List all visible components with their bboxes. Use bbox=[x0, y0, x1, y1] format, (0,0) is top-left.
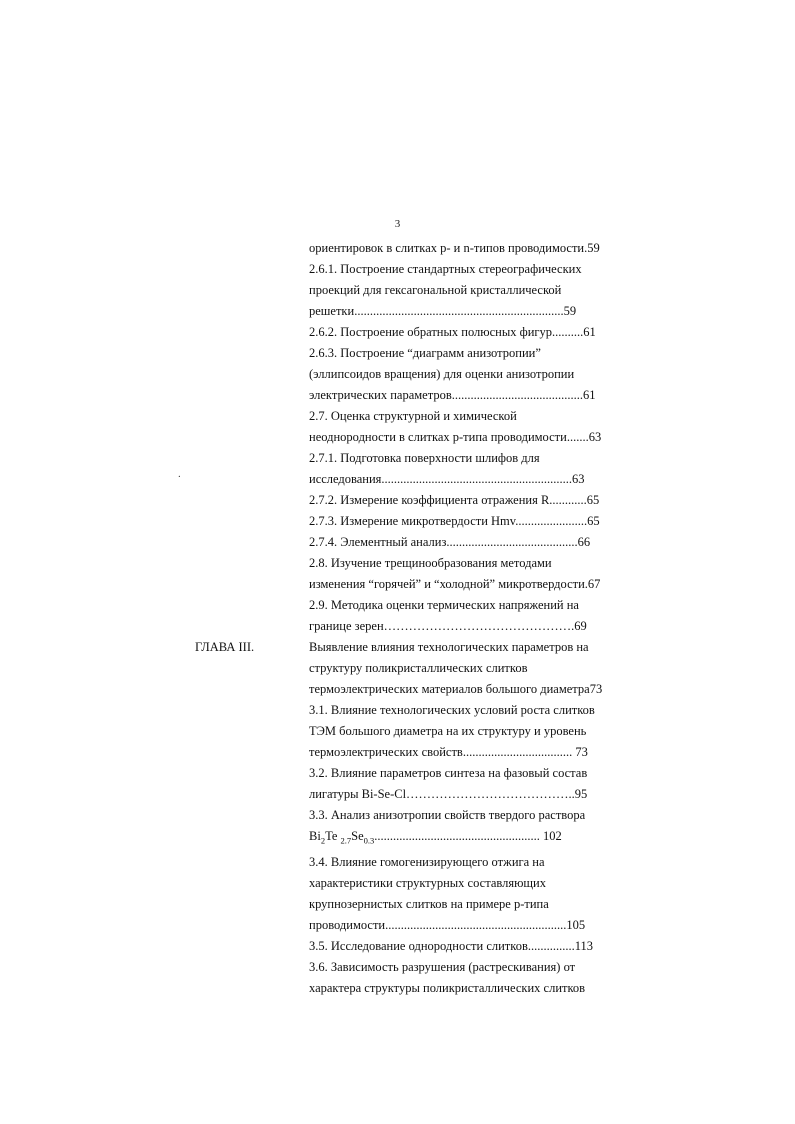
toc-entry-text: 2.9. Методика оценки термических напряжений на bbox=[309, 598, 579, 612]
toc-entry-text: проводимости..........................................................105 bbox=[309, 917, 586, 932]
toc-entry-text: 2.7.3. Измерение микротвердости Hmv.......................65 bbox=[309, 514, 600, 528]
toc-entry-text: неоднородности в слитках p-типа проводимости.......63 bbox=[309, 430, 602, 444]
toc-row bbox=[195, 574, 625, 595]
toc-entry-text: характера структуры поликристаллических слитков bbox=[309, 980, 586, 995]
toc-row bbox=[195, 915, 625, 936]
toc-chapter-label: ГЛАВА III. bbox=[195, 640, 255, 654]
toc-entry-text: Выявление влияния технологических параметров на bbox=[309, 640, 589, 654]
toc-entry-text: крупнозернистых слитков на примере p-типа bbox=[309, 896, 549, 911]
toc-entry-text: ТЭМ большого диаметра на их структуру и уровень bbox=[309, 724, 587, 738]
toc-entry-text: термоэлектрических материалов большого диаметра73 bbox=[309, 682, 603, 696]
toc-row bbox=[195, 700, 625, 721]
toc-row bbox=[195, 616, 625, 637]
toc-row bbox=[195, 957, 625, 978]
toc-row bbox=[195, 595, 625, 616]
toc-entry-text: термоэлектрических свойств................................... 73 bbox=[309, 745, 588, 759]
toc-row bbox=[195, 238, 625, 259]
toc-row bbox=[195, 385, 625, 406]
toc-row bbox=[195, 873, 625, 894]
page-number: 3 bbox=[394, 218, 401, 230]
toc-row bbox=[195, 469, 625, 490]
toc-row bbox=[195, 936, 625, 957]
toc-row bbox=[195, 805, 625, 826]
toc-entry-text: 2.7.2. Измерение коэффициента отражения R............65 bbox=[309, 493, 600, 507]
toc-entry-text: 2.6.3. Построение “диаграмм анизотропии” bbox=[309, 346, 541, 360]
toc-entry-text: характеристики структурных составляющих bbox=[309, 875, 546, 890]
toc-row bbox=[195, 427, 625, 448]
toc-row bbox=[195, 322, 625, 343]
toc-row bbox=[195, 763, 625, 784]
toc-row-formula bbox=[195, 826, 625, 852]
toc-row bbox=[195, 742, 625, 763]
toc-entry-text: 2.6.2. Построение обратных полюсных фигур..........61 bbox=[309, 325, 596, 339]
toc-entry-text: 3.4. Влияние гомогенизирующего отжига на bbox=[309, 854, 545, 869]
toc-entry-text: 3.2. Влияние параметров синтеза на фазовый состав bbox=[309, 766, 588, 780]
toc-row bbox=[195, 852, 625, 873]
toc-entry-text: лигатуры Bi-Se-Cl…………………………………..95 bbox=[309, 787, 588, 801]
toc-entry-text-formula: $Bi_2Te$ $_{2.7}Se_{0.3}$..................................................... 102 bbox=[309, 829, 562, 846]
toc-row bbox=[195, 259, 625, 280]
toc-row bbox=[195, 894, 625, 915]
toc-row bbox=[195, 364, 625, 385]
toc-entry-text: проекций для гексагональной кристаллической bbox=[309, 283, 562, 297]
toc-row bbox=[195, 978, 625, 999]
toc-entry-text: 2.7.1. Подготовка поверхности шлифов для bbox=[309, 451, 540, 465]
table-of-contents bbox=[195, 238, 625, 999]
toc-entry-text: границе зерен……………………………………….69 bbox=[309, 619, 587, 633]
toc-row bbox=[195, 511, 625, 532]
toc-row-chapter-3 bbox=[195, 637, 625, 658]
toc-entry-text: структуру поликристаллических слитков bbox=[309, 661, 528, 675]
toc-entry-text: 2.7.4. Элементный анализ..........................................66 bbox=[309, 535, 591, 549]
toc-row bbox=[195, 721, 625, 742]
toc-entry-text: 3.3. Анализ анизотропии свойств твердого раствора bbox=[309, 808, 586, 822]
toc-row bbox=[195, 532, 625, 553]
toc-row bbox=[195, 658, 625, 679]
toc-row bbox=[195, 406, 625, 427]
toc-row bbox=[195, 280, 625, 301]
toc-entry-text: изменения “горячей” и “холодной” микротвердости.67 bbox=[309, 577, 601, 591]
toc-row bbox=[195, 301, 625, 322]
toc-entry-text: электрических параметров..........................................61 bbox=[309, 388, 596, 402]
toc-entry-text: 3.6. Зависимость разрушения (растрескивания) от bbox=[309, 959, 576, 974]
toc-row bbox=[195, 490, 625, 511]
toc-entry-text: 3.5. Исследование однородности слитков...............113 bbox=[309, 938, 594, 953]
toc-row bbox=[195, 679, 625, 700]
toc-row bbox=[195, 343, 625, 364]
toc-row bbox=[195, 553, 625, 574]
toc-row bbox=[195, 448, 625, 469]
toc-row bbox=[195, 784, 625, 805]
toc-entry-text: решетки...................................................................59 bbox=[309, 304, 577, 318]
toc-entry-text: (эллипсоидов вращения) для оценки анизотропии bbox=[309, 367, 575, 381]
toc-entry-text: 2.8. Изучение трещинообразования методами bbox=[309, 556, 552, 570]
toc-entry-text: ориентировок в слитках p- и n-типов проводимости.59 bbox=[309, 241, 600, 255]
stray-ink-mark: . bbox=[178, 468, 181, 480]
toc-entry-text: 2.7. Оценка структурной и химической bbox=[309, 409, 517, 423]
toc-entry-text: исследования.............................................................63 bbox=[309, 472, 585, 486]
toc-entry-text: 2.6.1. Построение стандартных стереографических bbox=[309, 262, 582, 276]
toc-entry-text: 3.1. Влияние технологических условий роста слитков bbox=[309, 703, 595, 717]
